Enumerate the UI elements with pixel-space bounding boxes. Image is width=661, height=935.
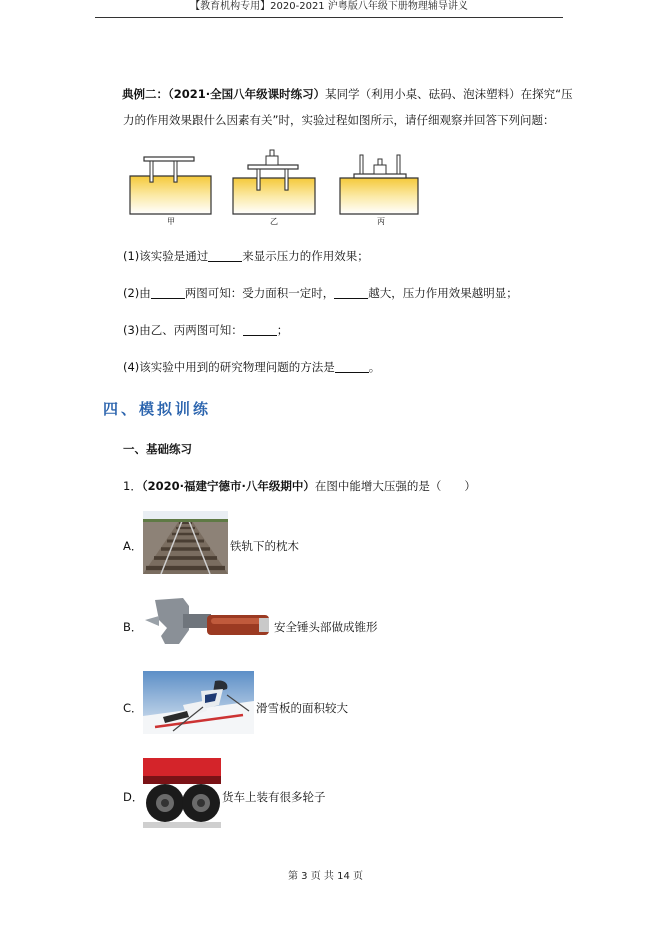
- page-header: 【教育机构专用】2020-2021 沪粤版八年级下册物理辅导讲义: [95, 0, 563, 18]
- q3-blank[interactable]: [243, 323, 277, 336]
- sub-question-2: [123, 285, 518, 301]
- figure-label-bing: 丙: [377, 217, 385, 226]
- option-a-label[interactable]: A．: [123, 539, 143, 553]
- q1-text-b: 来显示压力的作用效果；: [242, 249, 369, 263]
- option-d-label[interactable]: D．: [123, 790, 144, 804]
- q4-text-b: 。: [368, 360, 381, 374]
- example-source: （2021·全国八年级课时练习）: [168, 87, 326, 101]
- option-b-label[interactable]: B．: [123, 620, 143, 634]
- q4-blank[interactable]: [335, 360, 369, 373]
- truck-wheels-image: [143, 758, 221, 828]
- q1-blank[interactable]: [208, 249, 242, 262]
- skier-image: [143, 671, 254, 734]
- question-number: 1．: [123, 479, 142, 493]
- sub-question-1: [123, 248, 369, 264]
- railway-sleepers-image: [143, 511, 228, 574]
- q1-text-a: (1)该实验是通过: [123, 249, 209, 263]
- safety-hammer-image: [143, 592, 273, 652]
- example-line-1: [122, 86, 573, 102]
- sub-question-4: [123, 359, 380, 375]
- option-b-text: 安全锤头部做成锥形: [274, 620, 378, 634]
- q2-blank-2[interactable]: [334, 286, 368, 299]
- figure-label-yi: 乙: [270, 217, 278, 226]
- q2-text-b: 两图可知：受力面积一定时，: [184, 286, 335, 300]
- foam-block-yi: [233, 150, 315, 214]
- q2-blank-1[interactable]: [151, 286, 185, 299]
- option-c-label[interactable]: C．: [123, 701, 143, 715]
- example-line-2: 力的作用效果跟什么因素有关”时，实验过程如图所示，请仔细观察并回答下列问题：: [123, 113, 555, 127]
- question-source: （2020·福建宁德市·八年级期中）: [141, 479, 315, 493]
- option-c-text: 滑雪板的面积较大: [256, 701, 348, 715]
- q3-text-b: ；: [276, 323, 289, 337]
- question-text: 在图中能增大压强的是（ ）: [314, 479, 476, 493]
- option-a-text: 铁轨下的枕木: [230, 539, 299, 553]
- example-text-1: 某同学（利用小桌、砝码、泡沫塑料）在探究“压: [325, 87, 573, 101]
- option-d-text: 货车上装有很多轮子: [222, 790, 326, 804]
- sub-question-3: [123, 322, 288, 338]
- q4-text-a: (4)该实验中用到的研究物理问题的方法是: [123, 360, 335, 374]
- foam-block-bing: [340, 155, 418, 214]
- foam-block-jia: [130, 157, 211, 214]
- q2-text-c: 越大，压力作用效果越明显；: [368, 286, 518, 300]
- figure-label-jia: 甲: [167, 217, 175, 226]
- q3-text-a: (3)由乙、丙两图可知：: [123, 323, 243, 337]
- section-subtitle: 一、基础练习: [123, 442, 192, 456]
- example-label: 典例二：: [122, 87, 168, 101]
- question-stem: [123, 478, 476, 494]
- q2-text-a: (2)由: [123, 286, 151, 300]
- section-title: 四、模拟训练: [103, 400, 212, 418]
- page-footer: 第 3 页 共 14 页: [288, 871, 363, 882]
